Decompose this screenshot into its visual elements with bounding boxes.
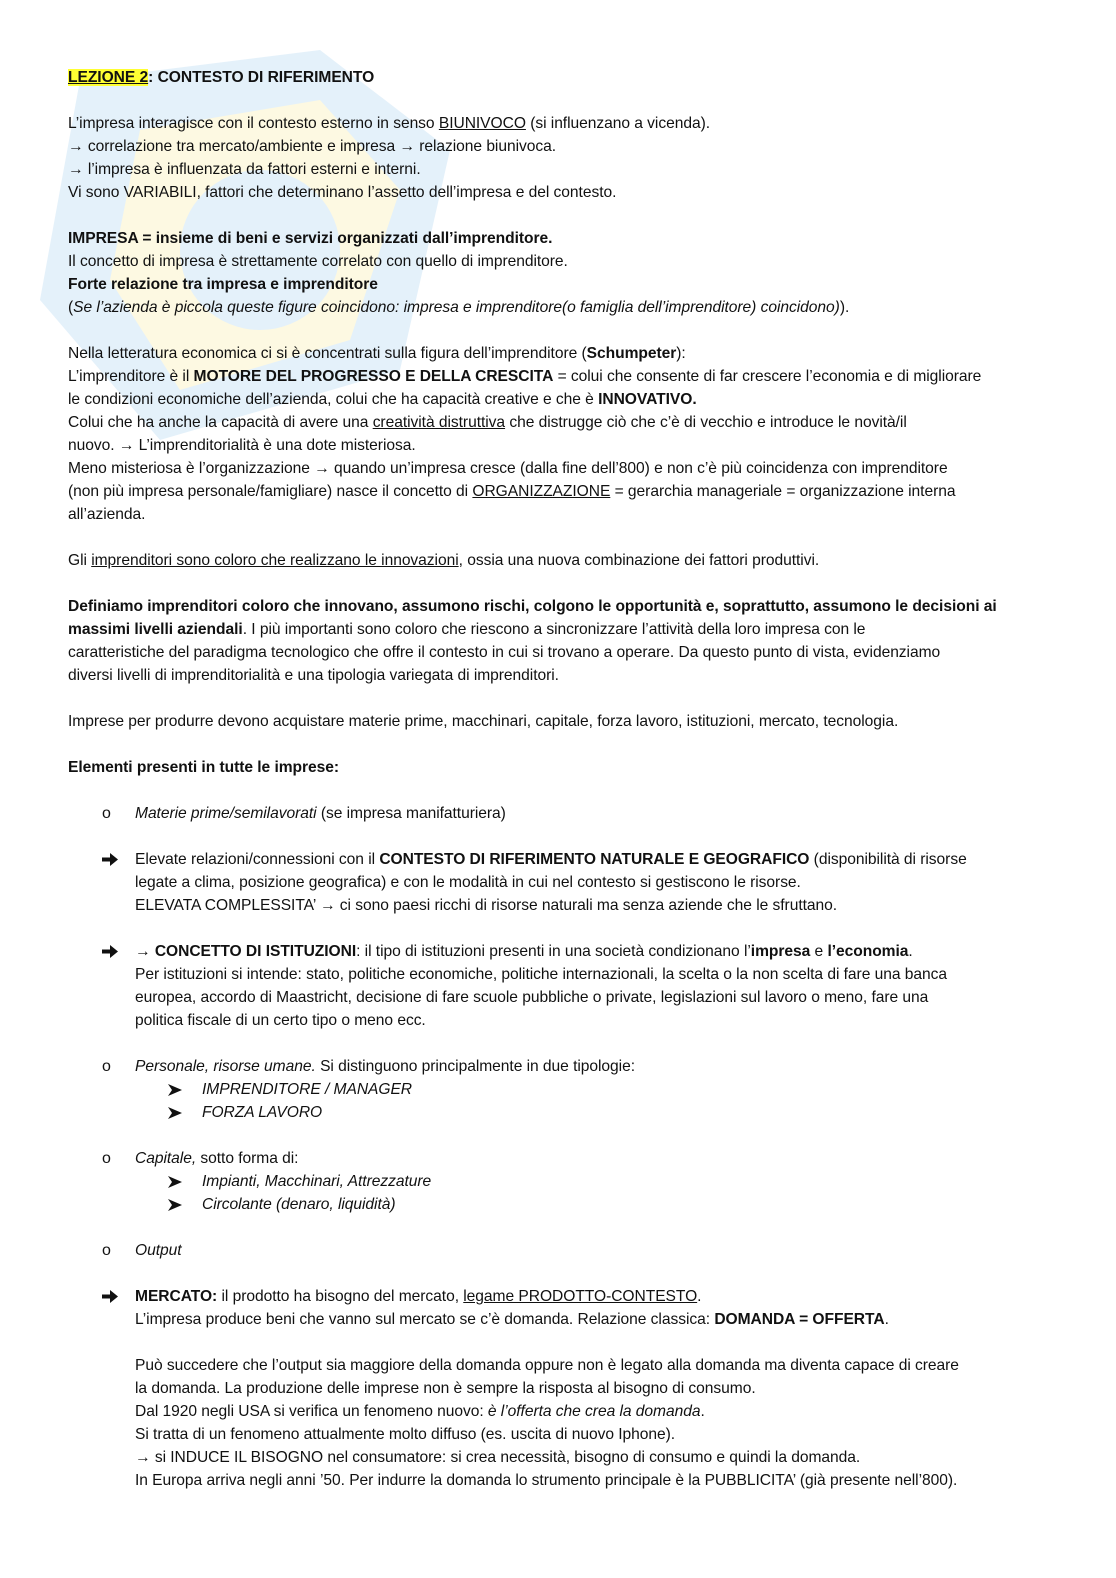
paragraph-impresa: IMPRESA = insieme di beni e servizi organizzati dall’imprenditore. Il concetto di impresa è strettamente correlato con quello di imprenditore. Forte relazione tra impresa e imprenditore (Se l’azienda è piccola queste figure coincidono: impresa e imprenditore(o famiglia dell’imprenditore) coincidono)). [68, 230, 850, 316]
sub-item-circolante: Circolante (denaro, liquidità) [68, 1193, 1048, 1216]
list-item-output: o Output [68, 1239, 1048, 1262]
elements-heading: Elementi presenti in tutte le imprese: [68, 759, 340, 776]
circle-bullet-icon: o [102, 1150, 111, 1167]
circle-bullet-icon: o [102, 1058, 111, 1075]
list-item-istituzioni: → CONCETTO DI ISTITUZIONI: il tipo di istituzioni presenti in una società condizionano l’impresa e l’economia. Per istituzioni si intende: stato, politiche economiche, politiche internazionali, la scelta o la non scelta di fare una banca europea, accordo di Maastricht, decisione di fare scuole pubbliche o private, legislazioni sul lavoro o meno, fare una politica fiscale di un certo tipo o meno ecc. [68, 940, 1048, 1032]
sub-item-imprenditore: IMPRENDITORE / MANAGER [68, 1078, 1048, 1101]
lesson-title: LEZIONE 2: CONTESTO DI RIFERIMENTO [68, 69, 375, 86]
list-item-contesto: Elevate relazioni/connessioni con il CONTESTO DI RIFERIMENTO NATURALE E GEOGRAFICO (disponibilità di risorse legate a clima, posizione geografica) e con le modalità in cui nel contesto si gestiscono le risorse. ELEVATA COMPLESSITA’ → ci sono paesi ricchi di risorse naturali ma senza aziende che le sfruttano. [68, 848, 1048, 917]
paragraph-acquisti: Imprese per produrre devono acquistare materie prime, macchinari, capitale, forza lavoro, istituzioni, mercato, tecnologia. [68, 713, 899, 730]
paragraph-innovazioni: Gli imprenditori sono coloro che realizzano le innovazioni, ossia una nuova combinazione dei fattori produttivi. [68, 552, 820, 569]
circle-bullet-icon: o [102, 1242, 111, 1259]
list-item-capitale: o Capitale, sotto forma di: [68, 1147, 1048, 1170]
sub-item-forza-lavoro: FORZA LAVORO [68, 1101, 1048, 1124]
list-item-mercato: MERCATO: il prodotto ha bisogno del mercato, legame PRODOTTO-CONTESTO. L’impresa produce beni che vanno sul mercato se c’è domanda. Relazione classica: DOMANDA = OFFERTA. Può succedere che l’output sia maggiore della domanda oppure non è legato alla domanda ma diventa capace di creare la domanda. La produzione delle imprese non è sempre la risposta al bisogno di consumo. Dal 1920 negli USA si verifica un fenomeno nuovo: è l’offerta che crea la domanda. Si tratta di un fenomeno attualmente molto diffuso (es. uscita di nuovo Iphone). → si INDUCE IL BISOGNO nel consumatore: si crea necessità, bisogno di consumo e quindi la domanda. In Europa arriva negli anni ’50. Per indurre la domanda lo strumento principale è la PUBBLICITA’ (già presente nell’800). [68, 1285, 1048, 1492]
document-page [68, 66, 1048, 1492]
paragraph-schumpeter: Nella letteratura economica ci si è concentrati sulla figura dell’imprenditore (Schumpeter): L’imprenditore è il MOTORE DEL PROGRESSO E DELLA CRESCITA = colui che consente di far crescere l’economia e di migliorare le condizioni economiche dell’azienda, colui che ha capacità creative e che è INNOVATIVO. Colui che ha anche la capacità di avere una creatività distruttiva che distrugge ciò che c’è di vecchio e introduce le novità/il nuovo. → L’imprenditorialità è una dote misteriosa. Meno misteriosa è l’organizzazione → quando un’impresa cresce (dalla fine dell’800) e non c’è più coincidenza con imprenditore (non più impresa personale/famigliare) nasce il concetto di ORGANIZZAZIONE = gerarchia manageriale = organizzazione interna all’azienda. [68, 345, 982, 523]
list-item-materie: o Materie prime/semilavorati (se impresa manifatturiera) [68, 802, 1048, 825]
list-item-personale: o Personale, risorse umane. Si distinguono principalmente in due tipologie: [68, 1055, 1048, 1078]
paragraph-definizione: Definiamo imprenditori coloro che innovano, assumono rischi, colgono le opportunità e, soprattutto, assumono le decisioni ai massimi livelli aziendali. I più importanti sono coloro che riescono a sincronizzare l’attività della loro impresa con le caratteristiche del paradigma tecnologico che offre il contesto in cui si trovano a operare. Da questo punto di vista, evidenziamo diversi livelli di imprenditorialità e una tipologia variegata di imprenditori. [68, 598, 997, 684]
paragraph-intro: L’impresa interagisce con il contesto esterno in senso BIUNIVOCO (si influenzano a vicenda). → correlazione tra mercato/ambiente e impresa → relazione biunivoca. → l’impresa è influenzata da fattori esterni e interni. Vi sono VARIABILI, fattori che determinano l’assetto dell’impresa e del contesto. [68, 115, 711, 201]
circle-bullet-icon: o [102, 805, 111, 822]
sub-item-impianti: Impianti, Macchinari, Attrezzature [68, 1170, 1048, 1193]
